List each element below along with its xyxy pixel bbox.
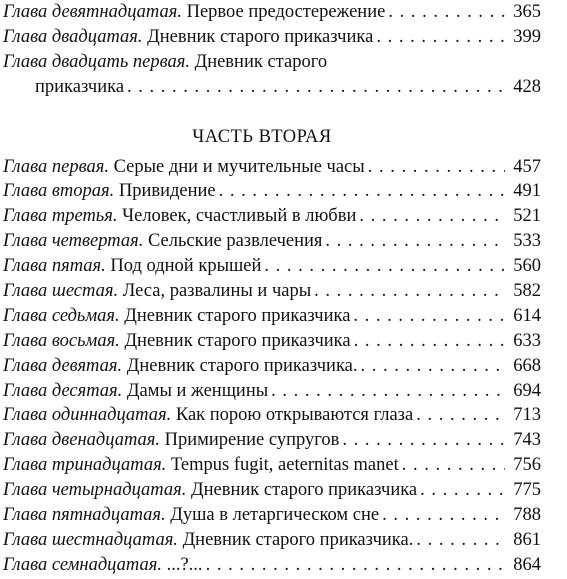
- dot-leader: [356, 204, 505, 229]
- chapter-name: Глава десятая.: [3, 380, 123, 401]
- chapter-name: Глава восьмая.: [3, 330, 120, 351]
- page-number: 560: [513, 256, 541, 277]
- chapter-title: Душа в летаргическом сне: [165, 505, 380, 526]
- toc-entry: [3, 379, 541, 404]
- page-number: 775: [513, 480, 541, 501]
- dot-leader: [350, 304, 505, 329]
- page-number: 399: [513, 26, 541, 47]
- chapter-title: Сельские развлечения: [143, 231, 323, 252]
- chapter-name: Глава седьмая.: [3, 305, 120, 326]
- chapter-title: Под одной крышей: [105, 256, 262, 277]
- toc-entry: [3, 254, 541, 279]
- dot-leader: [311, 279, 505, 304]
- chapter-title: Привидение: [114, 181, 216, 202]
- chapter-title: Дневник старого приказчика.: [177, 529, 414, 550]
- chapter-title: Дневник старого приказчика: [142, 26, 374, 47]
- toc-entry-label: [3, 553, 203, 578]
- chapter-title: Первое предостережение: [181, 2, 386, 22]
- page-number: 491: [513, 181, 541, 202]
- chapter-name: Глава шестнадцатая.: [3, 529, 178, 550]
- page-number: 861: [513, 529, 541, 550]
- toc-entry-label: [3, 354, 358, 379]
- toc-entry-label: [3, 179, 216, 204]
- dot-leader: [385, 0, 505, 25]
- page-number: 713: [513, 405, 541, 426]
- toc-entry: [3, 503, 541, 528]
- toc-entry-label: [3, 528, 413, 553]
- chapter-name: Глава вторая.: [3, 181, 115, 202]
- page-number: 756: [513, 455, 541, 476]
- page-number: 788: [513, 505, 541, 526]
- page-number: 521: [513, 206, 541, 227]
- page-number: 457: [513, 156, 541, 177]
- toc-entry-label: [3, 254, 261, 279]
- dot-leader: [322, 229, 505, 254]
- dot-leader: [351, 329, 505, 354]
- chapter-name: Глава тринадцатая.: [3, 455, 167, 476]
- page-number: 582: [513, 281, 541, 302]
- toc-entry: [3, 354, 541, 379]
- toc-entry: [3, 453, 541, 478]
- chapter-title: Tempus fugit, aeternitas manet: [166, 455, 399, 476]
- toc-entry: [3, 528, 541, 553]
- toc-entry: [3, 478, 541, 503]
- chapter-name: Глава первая.: [3, 156, 109, 177]
- dot-leader: [379, 503, 505, 528]
- chapter-name: Глава семнадцатая.: [3, 554, 162, 575]
- chapter-title: Человек, счастливый в любви: [117, 206, 357, 227]
- toc-entry: [3, 329, 541, 354]
- dot-leader: [399, 453, 505, 478]
- page-number: 614: [513, 305, 541, 326]
- table-of-contents: [3, 0, 541, 578]
- page-number: 864: [513, 554, 541, 575]
- toc-entry-label: [3, 204, 356, 229]
- toc-entry-label: [3, 50, 327, 75]
- dot-leader: [203, 553, 505, 578]
- dot-leader: [413, 528, 505, 553]
- chapter-name: Глава шестая.: [3, 281, 119, 302]
- dot-leader: [365, 155, 505, 180]
- dot-leader: [358, 354, 505, 379]
- chapter-title: Дневник старого приказчика: [119, 305, 351, 326]
- toc-entry: [3, 0, 541, 25]
- toc-entry: [3, 229, 541, 254]
- toc-entry-label: [3, 428, 339, 453]
- toc-entry-label: [3, 229, 322, 254]
- chapter-name: Глава девятая.: [3, 355, 123, 376]
- toc-entry-label: [3, 503, 379, 528]
- toc-entry-label: [3, 453, 399, 478]
- chapter-title: Примирение супругов: [160, 430, 340, 451]
- chapter-name: Глава двенадцатая.: [3, 430, 161, 451]
- dot-leader: [339, 428, 505, 453]
- toc-entry-label: [3, 403, 413, 428]
- toc-entry: [3, 553, 541, 578]
- chapter-name: Глава двадцать первая.: [3, 51, 190, 72]
- chapter-title: Леса, развалины и чары: [118, 281, 312, 302]
- toc-entry-label: [3, 379, 268, 404]
- chapter-name: Глава девятнадцатая.: [3, 2, 182, 22]
- toc-entry-label: [3, 0, 385, 25]
- chapter-title: ...?...: [161, 554, 203, 575]
- toc-entry-continuation: [3, 75, 541, 100]
- dot-leader: [261, 254, 505, 279]
- part-heading: ЧАСТЬ ВТОРАЯ: [192, 126, 332, 147]
- chapter-name: Глава пятая.: [3, 256, 106, 277]
- dot-leader: [413, 403, 505, 428]
- toc-entry: [3, 428, 541, 453]
- toc-entry-label: [3, 304, 350, 329]
- chapter-title-line1: Дневник старого: [189, 51, 328, 72]
- toc-entry: [3, 204, 541, 229]
- part-two-entries: [3, 155, 541, 578]
- chapter-name: Глава четвертая.: [3, 231, 144, 252]
- chapter-name: Глава четырнадцатая.: [3, 480, 187, 501]
- toc-entry: [3, 403, 541, 428]
- dot-leader: [124, 75, 505, 100]
- chapter-title: Дневник старого приказчика: [186, 480, 418, 501]
- toc-entry-wrapped: [3, 50, 541, 75]
- toc-entry-label: [3, 329, 351, 354]
- page-number: 533: [513, 231, 541, 252]
- chapter-name: Глава третья.: [3, 206, 118, 227]
- chapter-title: Как порою открываются глаза: [171, 405, 414, 426]
- chapter-title: Дамы и женщины: [122, 380, 269, 401]
- dot-leader: [373, 25, 505, 50]
- chapter-title-line2: приказчика: [35, 76, 125, 97]
- chapter-name: Глава пятнадцатая.: [3, 505, 166, 526]
- toc-entry-label: [3, 25, 373, 50]
- page-number: 743: [513, 430, 541, 451]
- chapter-name: Глава одиннадцатая.: [3, 405, 172, 426]
- page-number: 633: [513, 330, 541, 351]
- chapter-name: Глава двадцатая.: [3, 26, 143, 47]
- page-number: 668: [513, 355, 541, 376]
- toc-entry-label: [3, 155, 365, 180]
- toc-entry-label: [3, 279, 311, 304]
- toc-entry-label: [3, 478, 417, 503]
- dot-leader: [268, 379, 505, 404]
- dot-leader: [216, 179, 505, 204]
- toc-entry: [3, 279, 541, 304]
- page-number: 428: [513, 76, 541, 97]
- chapter-title: Дневник старого приказчика: [119, 330, 351, 351]
- chapter-title: Дневник старого приказчика.: [122, 355, 358, 376]
- toc-entry: [3, 179, 541, 204]
- dot-leader: [417, 478, 505, 503]
- page-number: 694: [513, 380, 541, 401]
- toc-entry: [3, 155, 541, 180]
- toc-entry: [3, 304, 541, 329]
- chapter-title: Серые дни и мучительные часы: [108, 156, 365, 177]
- toc-entry: [3, 25, 541, 50]
- page-number: 365: [513, 2, 541, 22]
